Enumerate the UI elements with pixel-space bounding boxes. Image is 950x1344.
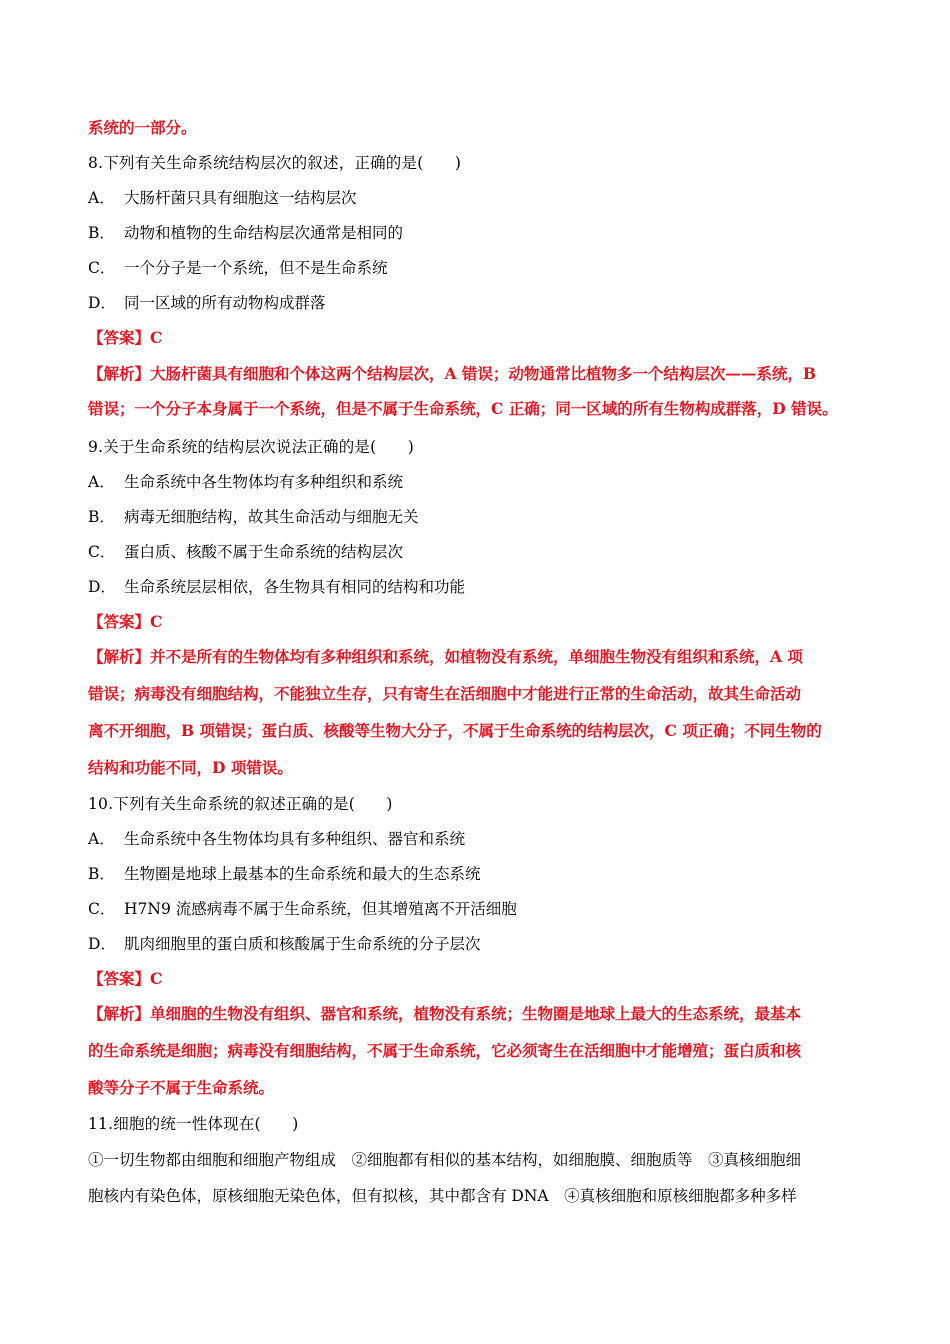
- q10-explanation-line-3: 酸等分子不属于生命系统。: [88, 1078, 275, 1097]
- option-text: 生命系统层层相依，各生物具有相同的结构和功能: [124, 578, 466, 596]
- option-text: H7N9 流感病毒不属于生命系统，但其增殖离不开活细胞: [124, 900, 517, 918]
- option-text: 生物圈是地球上最基本的生命系统和最大的生态系统: [124, 865, 481, 883]
- q9-option-a: [88, 472, 403, 492]
- q10-explanation-line-1: 【解析】单细胞的生物没有组织、器官和系统，植物没有系统；生物圈是地球上最大的生态系统，最基本: [88, 1004, 802, 1023]
- option-letter: C．: [88, 259, 116, 277]
- q9-option-b: [88, 507, 419, 527]
- option-letter: B．: [88, 865, 115, 883]
- option-text: 生命系统中各生物体均有多种组织和系统: [124, 473, 404, 491]
- q10-option-b: [88, 864, 481, 884]
- option-letter: C．: [88, 900, 116, 918]
- q8-explanation-line-1: 【解析】大肠杆菌具有细胞和个体这两个结构层次，A 错误；动物通常比植物多一个结构层次——系统，B: [88, 364, 817, 383]
- q8-explanation-line-2: 错误；一个分子本身属于一个系统，但是不属于生命系统，C 正确；同一区域的所有生物构成群落，D 错误。: [88, 399, 838, 418]
- option-text: 肌肉细胞里的蛋白质和核酸属于生命系统的分子层次: [124, 935, 481, 953]
- q11-statements-line-2: 胞核内有染色体，原核细胞无染色体，但有拟核，其中都含有 DNA ④真核细胞和原核细胞都多种多样: [88, 1187, 797, 1205]
- option-text: 一个分子是一个系统，但不是生命系统: [124, 259, 388, 277]
- q9-explanation-line-4: 结构和功能不同，D 项错误。: [88, 758, 293, 777]
- question-11: 11.细胞的统一性体现在( ): [88, 1115, 299, 1133]
- q11-statements-line-1: ①一切生物都由细胞和细胞产物组成 ②细胞都有相似的基本结构，如细胞膜、细胞质等 ③真核细胞细: [88, 1151, 802, 1169]
- option-text: 蛋白质、核酸不属于生命系统的结构层次: [124, 543, 404, 561]
- option-letter: B．: [88, 508, 115, 526]
- q8-option-d: [88, 293, 326, 313]
- option-letter: A．: [88, 830, 115, 848]
- q10-answer: 【答案】C: [88, 969, 163, 988]
- q9-explanation-line-1: 【解析】并不是所有的生物体均有多种组织和系统，如植物没有系统，单细胞生物没有组织和系统，A 项: [88, 647, 803, 666]
- explanation-continuation: 系统的一部分。: [88, 118, 197, 137]
- option-text: 动物和植物的生命结构层次通常是相同的: [124, 224, 404, 242]
- q9-option-d: [88, 577, 465, 597]
- q10-explanation-line-2: 的生命系统是细胞；病毒没有细胞结构，不属于生命系统，它必须寄生在活细胞中才能增殖；蛋白质和核: [88, 1041, 802, 1060]
- option-letter: B．: [88, 224, 115, 242]
- option-text: 生命系统中各生物体均具有多种组织、器官和系统: [124, 830, 466, 848]
- q9-answer: 【答案】C: [88, 612, 163, 631]
- option-letter: D．: [88, 294, 116, 312]
- option-letter: D．: [88, 578, 116, 596]
- q9-explanation-line-2: 错误；病毒没有细胞结构，不能独立生存，只有寄生在活细胞中才能进行正常的生命活动，故其生命活动: [88, 684, 802, 703]
- q8-answer: 【答案】C: [88, 328, 163, 347]
- question-9: 9.关于生命系统的结构层次说法正确的是( ): [88, 438, 414, 456]
- option-letter: C．: [88, 543, 116, 561]
- q9-option-c: [88, 542, 403, 562]
- option-text: 同一区域的所有动物构成群落: [124, 294, 326, 312]
- q8-option-b: [88, 223, 403, 243]
- q8-option-c: [88, 258, 388, 278]
- option-letter: A．: [88, 189, 115, 207]
- question-10: 10.下列有关生命系统的叙述正确的是( ): [88, 795, 393, 813]
- option-letter: A．: [88, 473, 115, 491]
- question-8: 8.下列有关生命系统结构层次的叙述，正确的是( ): [88, 154, 462, 172]
- option-letter: D．: [88, 935, 116, 953]
- q8-option-a: [88, 188, 357, 208]
- option-text: 病毒无细胞结构，故其生命活动与细胞无关: [124, 508, 419, 526]
- q10-option-c: [88, 899, 517, 919]
- q10-option-d: [88, 934, 481, 954]
- q9-explanation-line-3: 离不开细胞，B 项错误；蛋白质、核酸等生物大分子，不属于生命系统的结构层次，C 项正确；不同生物的: [88, 721, 822, 740]
- option-text: 大肠杆菌只具有细胞这一结构层次: [124, 189, 357, 207]
- q10-option-a: [88, 829, 465, 849]
